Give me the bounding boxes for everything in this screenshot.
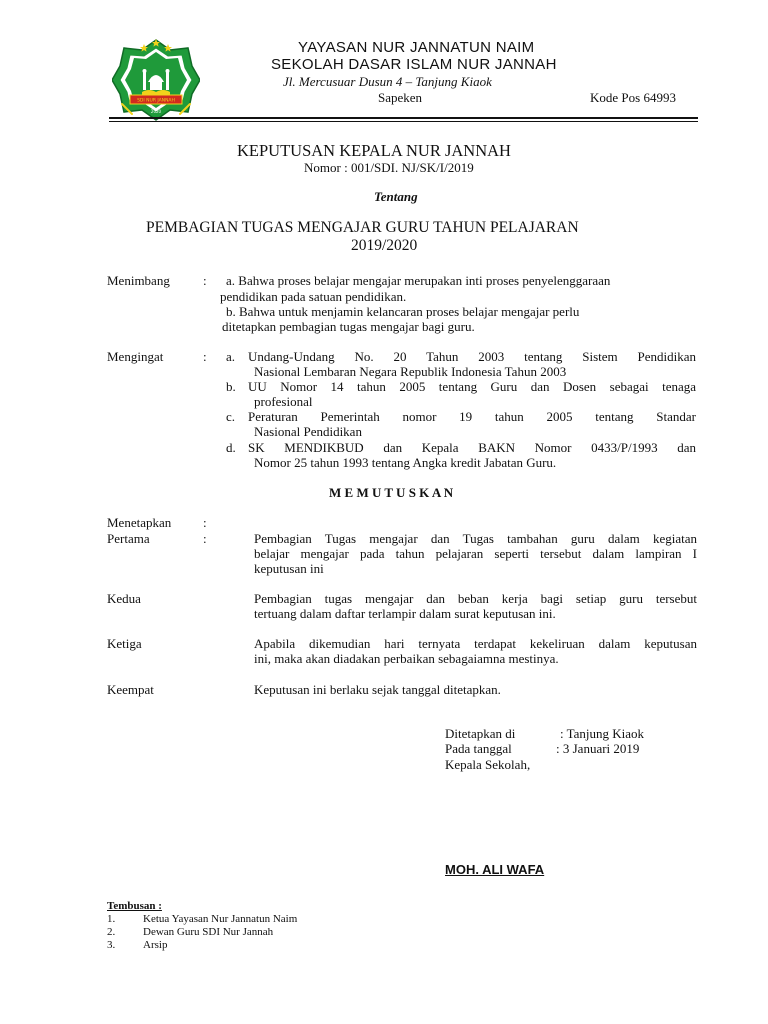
pertama-line1: Pembagian Tugas mengajar dan Tugas tambahan guru dalam kegiatan (254, 531, 697, 546)
about-label: Tentang (374, 189, 418, 204)
menimbang-b-line1: b. Bahwa untuk menjamin kelancaran proses belajar mengajar perlu (226, 304, 580, 319)
mengingat-label: Mengingat (107, 349, 164, 364)
sig-position: Kepala Sekolah, (445, 757, 531, 772)
mengingat-item-d-line1: SK MENDIKBUD dan Kepala BAKN Nomor 0433/P/1993 dan (248, 440, 696, 455)
mengingat-item-c-line1: Peraturan Pemerintah nomor 19 tahun 2005 tentang Standar (248, 409, 696, 424)
sig-name: MOH. ALI WAFA (445, 862, 545, 877)
tembusan-no-3: 3. (107, 939, 116, 951)
decree-number: Nomor : 001/SDI. NJ/SK/I/2019 (304, 160, 474, 175)
mengingat-item-c-line2: Nasional Pendidikan (254, 424, 362, 439)
ketiga-line1: Apabila dikemudian hari ternyata terdapat kekeliruan dalam keputusan (254, 636, 697, 651)
mengingat-item-d (248, 440, 696, 470)
logo-banner-text: SDI NUR JANNAH (137, 98, 175, 104)
sig-place-label: Ditetapkan di (445, 726, 516, 741)
decree-subject-line2: 2019/2020 (351, 237, 418, 254)
pertama-label: Pertama (107, 531, 150, 546)
ketiga-label: Ketiga (107, 636, 142, 651)
menimbang-label: Menimbang (107, 273, 170, 288)
kedua-label: Kedua (107, 591, 141, 606)
school-address: Jl. Mercusuar Dusun 4 – Tanjung Kiaok (283, 74, 492, 89)
mengingat-marker-a: a. (226, 349, 236, 364)
mengingat-item-b-line2: profesional (254, 394, 313, 409)
mengingat-item-a (248, 349, 696, 379)
menimbang-a-line2: pendidikan pada satuan pendidikan. (220, 289, 407, 304)
mengingat-item-b-line1: UU Nomor 14 tahun 2005 tentang Guru dan Dosen sebagai tenaga (248, 379, 696, 394)
menetapkan-colon: : (203, 515, 207, 530)
school-logo (112, 38, 200, 122)
mengingat-item-a-line2: Nasional Lembaran Negara Republik Indonesia Tahun 2003 (254, 364, 567, 379)
tembusan-item-3: Arsip (143, 939, 168, 951)
mengingat-item-c (248, 409, 696, 439)
tembusan-no-1: 1. (107, 913, 116, 925)
mengingat-colon: : (203, 349, 207, 364)
menimbang-colon: : (203, 273, 207, 288)
ketiga-text (254, 636, 697, 666)
pertama-line2: belajar mengajar pada tahun pelajaran seperti tersebut dalam lampiran I (254, 546, 697, 561)
logo-year-text: 2020 (150, 109, 162, 114)
pertama-text (254, 531, 697, 576)
kedua-line2: tertuang dalam daftar terlampir dalam surat keputusan ini. (254, 606, 556, 621)
pertama-line3: keputusan ini (254, 561, 324, 576)
menimbang-a-line1: a. Bahwa proses belajar mengajar merupakan inti proses penyelenggaraan (226, 273, 611, 288)
postal-code: Kode Pos 64993 (590, 90, 676, 105)
decree-title: KEPUTUSAN KEPALA NUR JANNAH (237, 141, 511, 160)
mengingat-marker-d: d. (226, 440, 236, 455)
pertama-colon: : (203, 531, 207, 546)
tembusan-item-2: Dewan Guru SDI Nur Jannah (143, 926, 274, 938)
school-district: Sapeken (378, 90, 423, 105)
tembusan-no-2: 2. (107, 926, 116, 938)
tembusan-title: Tembusan : (107, 900, 162, 912)
mengingat-item-a-line1: Undang-Undang No. 20 Tahun 2003 tentang Sistem Pendidikan (248, 349, 696, 364)
decree-subject-line1: PEMBAGIAN TUGAS MENGAJAR GURU TAHUN PELAJARAN (146, 219, 579, 236)
ketiga-line2: ini, maka akan diadakan perbaikan sebagaiamna mestinya. (254, 651, 559, 666)
letterhead-rule-thin (109, 121, 698, 122)
sig-date-label: Pada tanggal (445, 741, 512, 756)
memutuskan-heading: M E M U T U S K A N (329, 485, 454, 500)
mengingat-marker-b: b. (226, 379, 236, 394)
foundation-name: YAYASAN NUR JANNATUN NAIM (298, 39, 535, 56)
mengingat-marker-c: c. (226, 409, 236, 424)
letterhead-rule-thick (109, 117, 698, 119)
menetapkan-label: Menetapkan (107, 515, 172, 530)
school-name: SEKOLAH DASAR ISLAM NUR JANNAH (271, 56, 557, 73)
sig-date-value: : 3 Januari 2019 (556, 741, 640, 756)
kedua-text (254, 591, 697, 621)
menimbang-b-line2: ditetapkan pembagian tugas mengajar bagi guru. (222, 319, 475, 334)
mengingat-item-d-line2: Nomor 25 tahun 1993 tentang Angka kredit Jabatan Guru. (254, 455, 557, 470)
mengingat-item-b (248, 379, 696, 409)
sig-place-value: : Tanjung Kiaok (560, 726, 645, 741)
tembusan-item-1: Ketua Yayasan Nur Jannatun Naim (143, 913, 298, 925)
keempat-label: Keempat (107, 682, 154, 697)
kedua-line1: Pembagian tugas mengajar dan beban kerja bagi setiap guru tersebut (254, 591, 697, 606)
keempat-line1: Keputusan ini berlaku sejak tanggal ditetapkan. (254, 682, 501, 697)
